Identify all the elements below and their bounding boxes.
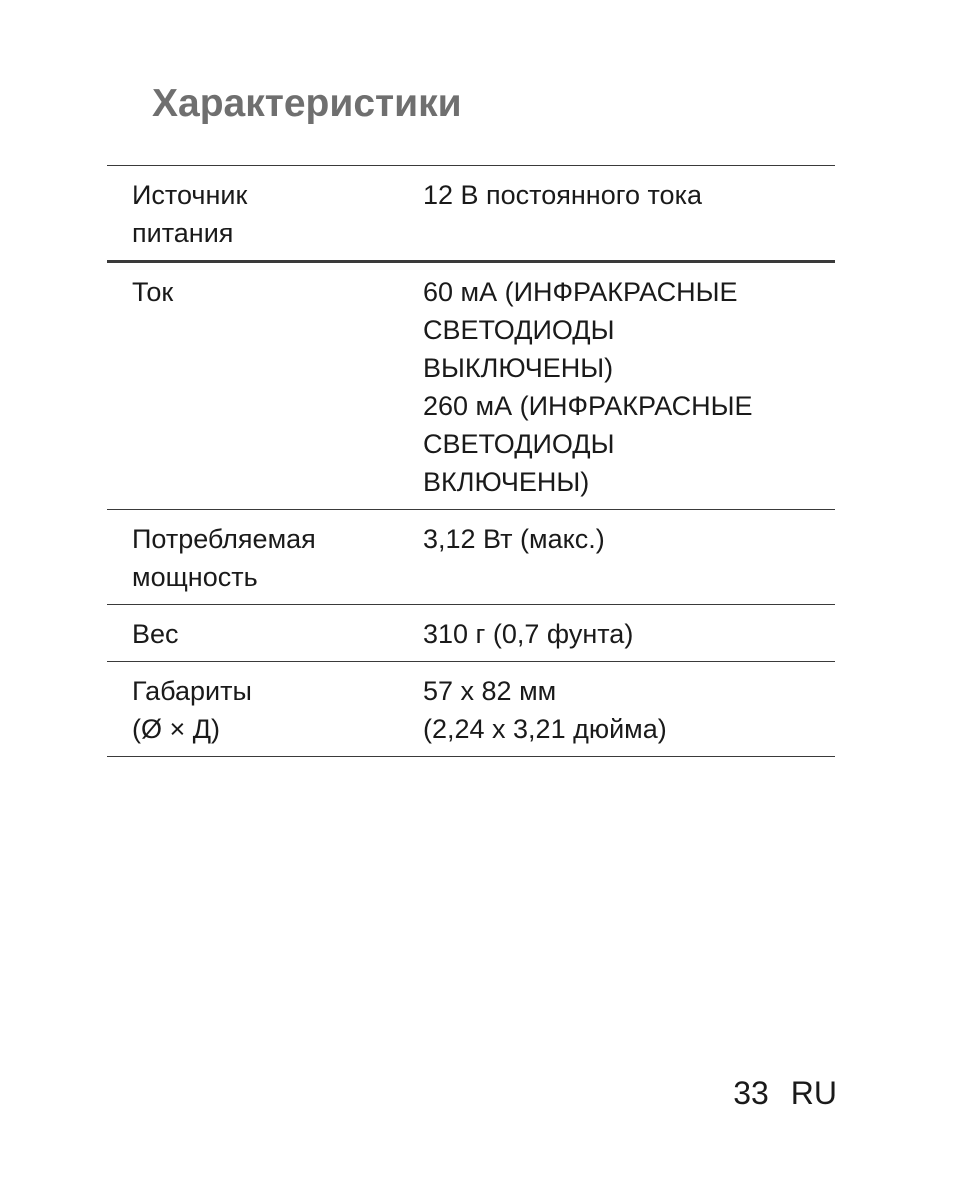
spec-row-dimensions	[107, 662, 835, 757]
spec-label-line: Ток	[132, 277, 174, 307]
spec-value-line: 57 x 82 мм	[423, 676, 557, 706]
page-title: Характеристики	[152, 82, 462, 125]
spec-label	[107, 166, 423, 262]
spec-value-line: 12 В постоянного тока	[423, 180, 702, 210]
page-number: 33	[733, 1075, 769, 1111]
spec-value-line: ВЫКЛЮЧЕНЫ)	[423, 353, 614, 383]
spec-label	[107, 605, 423, 662]
spec-table	[107, 165, 835, 757]
spec-value	[423, 262, 835, 510]
spec-label-line: Источник	[132, 180, 248, 210]
spec-value-line: СВЕТОДИОДЫ	[423, 429, 615, 459]
spec-label	[107, 662, 423, 757]
spec-row-current	[107, 262, 835, 510]
spec-value-line: 3,12 Вт (макс.)	[423, 524, 605, 554]
spec-label-line: питания	[132, 218, 234, 248]
spec-value-line: 60 мА (ИНФРАКРАСНЫЕ	[423, 277, 738, 307]
spec-label-line: Вес	[132, 619, 179, 649]
spec-value	[423, 166, 835, 262]
spec-value	[423, 662, 835, 757]
spec-label-line: мощность	[132, 562, 258, 592]
page-footer	[733, 1075, 837, 1112]
spec-value-line: (2,24 x 3,21 дюйма)	[423, 714, 667, 744]
spec-label-line: (Ø × Д)	[132, 714, 221, 744]
spec-label	[107, 510, 423, 605]
spec-value	[423, 605, 835, 662]
spec-value-line: 260 мА (ИНФРАКРАСНЫЕ	[423, 391, 753, 421]
spec-label-line: Потребляемая	[132, 524, 316, 554]
spec-value-line: ВКЛЮЧЕНЫ)	[423, 467, 590, 497]
language-code: RU	[790, 1075, 837, 1111]
spec-row-power-source	[107, 166, 835, 262]
spec-row-power-consumption	[107, 510, 835, 605]
spec-label-line: Габариты	[132, 676, 252, 706]
spec-row-weight	[107, 605, 835, 662]
spec-value	[423, 510, 835, 605]
spec-label	[107, 262, 423, 510]
spec-value-line: СВЕТОДИОДЫ	[423, 315, 615, 345]
spec-value-line: 310 г (0,7 фунта)	[423, 619, 634, 649]
